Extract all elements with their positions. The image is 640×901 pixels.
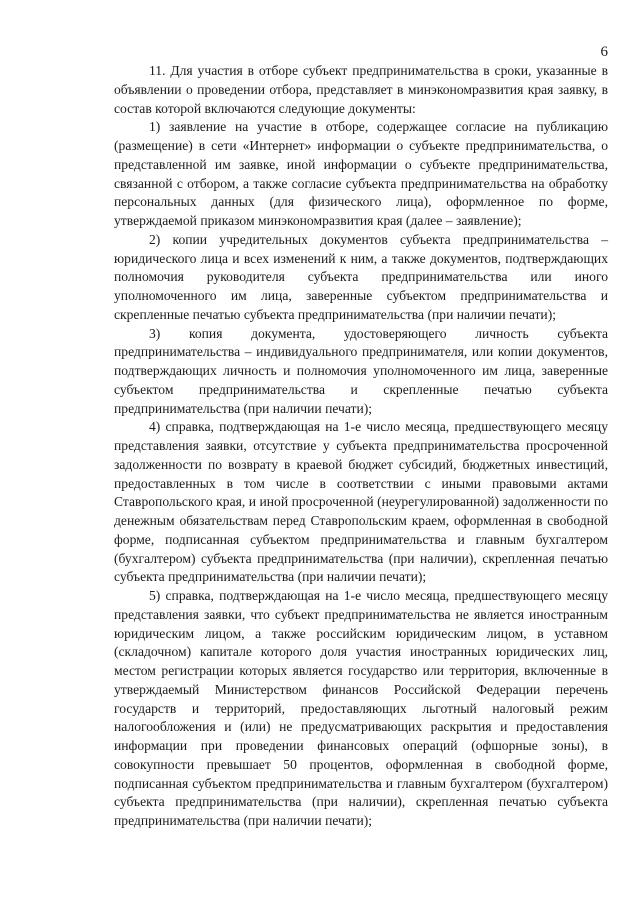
page-number: 6: [600, 44, 608, 60]
paragraph-item-1: 1) заявление на участие в отборе, содержащее согласие на публикацию (размещение) в сети «Интернет» информации о субъекте предпринимательства, о представленной им заявке, иной информации о субъекте предпринимательства, связанной с отбором, а также согласие субъекта предпринимательства на обработку персональных данных (для физического лица), оформленное по форме, утверждаемой приказом минэкономразвития края (далее – заявление);: [114, 119, 608, 228]
paragraph-clause-11: 11. Для участия в отборе субъект предпринимательства в сроки, указанные в объявлении о проведении отбора, представляет в минэкономразвития края заявку, в состав которой включаются следующие документы:: [114, 63, 608, 116]
paragraph-item-3: 3) копия документа, удостоверяющего личность субъекта предпринимательства – индивидуального предпринимателя, или копии документов, подтверждающих личность и полномочия уполномоченного им лица, заверенные субъектом предпринимательства и скрепленные печатью субъекта предпринимательства (при наличии печати);: [114, 325, 608, 416]
document-body: [114, 62, 608, 831]
paragraph-item-5: 5) справка, подтверждающая на 1-е число месяца, предшествующего месяцу представления заявки, что субъект предпринимательства не является иностранным юридическим лицом, а также российским юридическим лицом, в уставном (складочном) капитале которого доля участия иностранных юридических лиц, местом регистрации которых является государство или территория, включенные в утверждаемый Министерством финансов Российской Федерации перечень государств и территорий, предоставляющих льготный налоговый режим налогообложения и (или) не предусматривающих раскрытия и предоставления информации при проведении финансовых операций (офшорные зоны), в совокупности превышает 50 процентов, оформленная в свободной форме, подписанная субъектом предпринимательства и главным бухгалтером (бухгалтером) субъекта предпринимательства (при наличии), скрепленная печатью субъекта предпринимательства (при наличии печати);: [114, 588, 608, 828]
paragraph-item-2: 2) копии учредительных документов субъекта предпринимательства – юридического лица и всех изменений к ним, а также документов, подтверждающих полномочия руководителя субъекта предпринимательства или иного уполномоченного им лица, заверенные субъектом предпринимательства и скрепленные печатью субъекта предпринимательства (при наличии печати);: [114, 231, 608, 322]
paragraph-item-4: 4) справка, подтверждающая на 1-е число месяца, предшествующего месяцу представления заявки, отсутствие у субъекта предпринимательства просроченной задолженности по возврату в краевой бюджет субсидий, бюджетных инвестиций, предоставленных в том числе в соответствии с иными правовыми актами Ставропольского края, и иной просроченной (неурегулированной) задолженности по денежным обязательствам перед Ставропольским краем, оформленная в свободной форме, подписанная субъектом предпринимательства и главным бухгалтером (бухгалтером) субъекта предпринимательства (при наличии), скрепленная печатью субъекта предпринимательства (при наличии печати);: [114, 419, 608, 585]
